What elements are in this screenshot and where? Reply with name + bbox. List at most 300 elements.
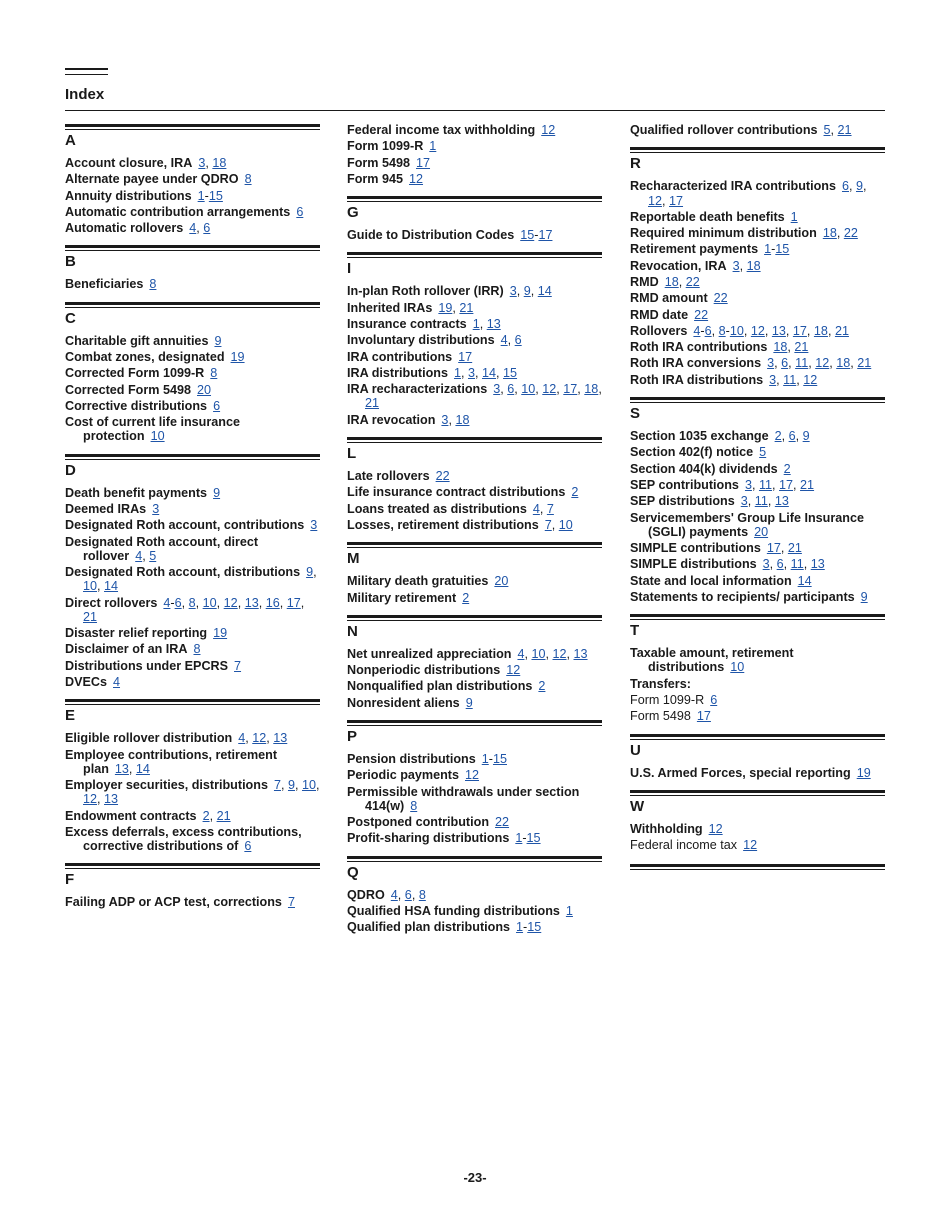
page-link[interactable]: 17 <box>286 595 301 610</box>
page-link[interactable]: 13 <box>273 731 288 746</box>
page-link[interactable]: 7 <box>234 658 242 673</box>
page-link[interactable]: 21 <box>834 323 849 338</box>
page-link[interactable]: 19 <box>438 300 453 315</box>
page-link[interactable]: 3 <box>732 258 740 273</box>
page-link[interactable]: 17 <box>669 193 684 208</box>
page-link[interactable]: 13 <box>244 595 259 610</box>
index-entry <box>630 123 885 137</box>
page-link[interactable]: 5 <box>823 123 831 137</box>
page-link[interactable]: 6 <box>781 356 789 371</box>
entry-page-refs <box>857 766 871 780</box>
page-link[interactable]: 1 <box>429 139 437 154</box>
page-link[interactable]: 17 <box>563 382 578 397</box>
page-link[interactable]: 22 <box>694 307 709 322</box>
index-entry <box>630 590 885 604</box>
page-link[interactable]: 13 <box>771 323 786 338</box>
page-link[interactable]: 20 <box>494 574 509 589</box>
page-link[interactable]: 4 <box>693 323 701 338</box>
page-link[interactable]: 12 <box>541 123 556 137</box>
page-link[interactable]: 15 <box>526 831 541 846</box>
page-link[interactable]: 10 <box>730 660 745 675</box>
index-section-e <box>65 699 320 862</box>
page-link[interactable]: 8 <box>718 323 726 338</box>
page-link[interactable]: 18 <box>746 258 761 273</box>
index-entry <box>630 226 885 240</box>
entry-term: Account closure, IRA <box>65 156 193 170</box>
page-link[interactable]: 17 <box>779 477 794 492</box>
entry-term: Inherited IRAs <box>347 300 433 315</box>
entry-page-refs <box>310 518 317 532</box>
entry-term: Corrected Form 1099-R <box>65 366 205 381</box>
page-link[interactable]: 16 <box>265 595 280 610</box>
entry-page-refs <box>741 494 789 508</box>
page-link[interactable]: 12 <box>506 663 521 678</box>
page-link[interactable]: 2 <box>783 461 791 476</box>
page-link[interactable]: 8 <box>410 798 418 813</box>
page-separator: , <box>496 365 504 380</box>
page-link[interactable]: 13 <box>114 761 129 776</box>
entry-term: Form 1099-R <box>347 139 424 154</box>
page-link[interactable]: 14 <box>482 365 497 380</box>
page-link[interactable]: 21 <box>216 808 231 823</box>
page-link[interactable]: 14 <box>104 579 119 594</box>
page-link[interactable]: 6 <box>841 179 849 194</box>
page-link[interactable]: 2 <box>538 679 546 694</box>
page-separator: , <box>781 429 789 444</box>
section-letter: P <box>347 728 358 746</box>
index-entry <box>630 259 885 273</box>
page-link[interactable]: 12 <box>252 731 267 746</box>
page-link[interactable]: 17 <box>792 323 807 338</box>
entry-page-refs <box>436 469 450 483</box>
page-link[interactable]: 8 <box>244 172 252 187</box>
page-link[interactable]: 6 <box>203 221 211 236</box>
page-link[interactable]: 4 <box>135 548 143 563</box>
page-link[interactable]: 17 <box>538 228 553 243</box>
page-link[interactable]: 18 <box>212 156 227 170</box>
section-divider <box>630 614 885 640</box>
page-link[interactable]: 5 <box>759 445 767 460</box>
section-entries <box>630 646 885 732</box>
entry-page-refs <box>473 317 501 331</box>
page-link[interactable]: 12 <box>465 768 480 783</box>
index-entry <box>347 647 602 661</box>
page-link[interactable]: 7 <box>273 778 281 793</box>
page-link[interactable]: 4 <box>532 501 540 516</box>
page-link[interactable]: 9 <box>860 589 868 604</box>
page-link[interactable]: 9 <box>523 284 531 299</box>
page-link[interactable]: 14 <box>797 573 812 588</box>
page-link[interactable]: 13 <box>774 494 789 509</box>
index-entry <box>630 340 885 354</box>
page-link[interactable]: 4 <box>390 887 398 902</box>
page-link[interactable]: 17 <box>416 155 431 170</box>
page-link[interactable]: 18 <box>813 323 828 338</box>
index-entry <box>347 301 602 315</box>
page-link[interactable]: 4 <box>500 333 508 348</box>
page-separator: , <box>678 274 686 289</box>
page-separator: , <box>577 382 585 397</box>
section-entries <box>630 429 885 613</box>
page-link[interactable]: 1 <box>481 752 489 767</box>
index-section-l <box>347 437 602 541</box>
page-link[interactable]: 21 <box>459 300 474 315</box>
page-link[interactable]: 22 <box>435 469 450 484</box>
page-link[interactable]: 12 <box>743 838 758 853</box>
page-link[interactable]: 1 <box>764 242 772 257</box>
section-letter: Q <box>347 863 359 881</box>
page-link[interactable]: 2 <box>462 590 470 605</box>
index-entry <box>347 485 602 499</box>
entry-page-refs <box>566 904 573 918</box>
entry-page-refs <box>824 123 852 137</box>
entry-page-refs <box>193 642 200 656</box>
entry-page-refs <box>135 549 156 563</box>
page-link[interactable]: 10 <box>83 579 98 594</box>
page-separator: , <box>711 323 719 338</box>
page-link[interactable]: 11 <box>754 494 768 509</box>
page-link[interactable]: 3 <box>468 365 476 380</box>
page-link[interactable]: 6 <box>710 693 718 708</box>
entry-page-refs <box>694 308 708 322</box>
page-link[interactable]: 10 <box>521 382 536 397</box>
entry-term: Losses, retirement distributions <box>347 517 539 532</box>
page-link[interactable]: 10 <box>202 595 217 610</box>
section-entries <box>65 334 320 453</box>
index-entry <box>347 333 602 347</box>
page-separator: , <box>556 382 564 397</box>
page-link[interactable]: 1 <box>472 317 480 332</box>
page-link[interactable]: 13 <box>810 557 825 572</box>
page-link[interactable]: 6 <box>296 204 304 219</box>
page-link[interactable]: 19 <box>230 350 245 365</box>
page-link[interactable]: 12 <box>815 356 830 371</box>
page-link[interactable]: 21 <box>857 356 872 371</box>
index-section-n <box>347 615 602 719</box>
entry-term: Loans treated as distributions <box>347 501 527 516</box>
index-entry <box>65 626 320 640</box>
page-link[interactable]: 4 <box>517 646 525 661</box>
index-entry <box>65 596 320 624</box>
page-link[interactable]: 3 <box>493 382 501 397</box>
page-link[interactable]: 10 <box>558 517 573 532</box>
page-link[interactable]: 11 <box>758 477 773 492</box>
section-divider <box>347 196 602 222</box>
page-link[interactable]: 3 <box>744 477 752 492</box>
section-entries <box>65 731 320 862</box>
page-link[interactable]: 10 <box>150 429 165 444</box>
index-entry <box>347 904 602 918</box>
page-link[interactable]: 14 <box>135 761 150 776</box>
entry-page-refs <box>410 799 417 813</box>
entry-page-refs <box>791 210 798 224</box>
index-entry <box>630 838 885 852</box>
entry-term: DVECs <box>65 675 107 690</box>
index-entry <box>347 785 602 813</box>
page-separator: , <box>507 333 515 348</box>
page-link[interactable]: 17 <box>696 709 711 724</box>
entry-term: Qualified rollover contributions <box>630 123 818 137</box>
page-title: Index <box>65 86 105 103</box>
page-link[interactable]: 22 <box>495 815 510 830</box>
entry-page-refs <box>462 591 469 605</box>
page-link[interactable]: 7 <box>546 501 554 516</box>
page-link[interactable]: 8 <box>149 277 157 292</box>
section-entries <box>347 284 602 436</box>
index-entry <box>630 356 885 370</box>
entry-term: Qualified HSA funding distributions <box>347 904 560 919</box>
section-letter: N <box>347 622 358 640</box>
entry-term: Reportable death benefits <box>630 209 785 224</box>
page-link[interactable]: 6 <box>174 595 182 610</box>
page-link[interactable]: 12 <box>83 792 98 807</box>
page-link[interactable]: 18 <box>773 340 788 355</box>
page-link[interactable]: 10 <box>531 646 546 661</box>
page-link[interactable]: 17 <box>458 349 473 364</box>
page-link[interactable]: 6 <box>507 382 515 397</box>
page-link[interactable]: 12 <box>750 323 765 338</box>
page-link[interactable]: 3 <box>740 494 748 509</box>
column-end-rule <box>630 864 885 867</box>
entry-page-refs <box>197 383 211 397</box>
entry-page-refs <box>198 156 226 170</box>
index-entry <box>65 565 320 593</box>
index-entry <box>630 445 885 459</box>
page-link[interactable]: 20 <box>754 524 769 539</box>
page-separator: , <box>551 517 559 532</box>
index-entry <box>347 574 602 588</box>
page-link[interactable]: 1 <box>197 188 205 203</box>
index-entry <box>630 179 885 207</box>
page-separator: , <box>313 565 317 580</box>
page-link[interactable]: 18 <box>584 382 599 397</box>
page-link[interactable]: 8 <box>188 595 196 610</box>
page-link[interactable]: 2 <box>571 485 579 500</box>
index-entry <box>65 383 320 397</box>
page-link[interactable]: 6 <box>244 839 252 854</box>
index-section-d <box>65 454 320 699</box>
entry-page-refs <box>763 557 825 571</box>
section-divider <box>630 397 885 423</box>
page-link[interactable]: 22 <box>843 226 858 241</box>
page-link[interactable]: 6 <box>404 887 412 902</box>
page-link[interactable]: 3 <box>441 412 449 427</box>
page-link[interactable]: 12 <box>803 372 818 387</box>
page-separator: , <box>850 356 858 371</box>
page-link[interactable]: 6 <box>788 429 796 444</box>
page-link[interactable]: 7 <box>287 895 295 910</box>
page-link[interactable]: 9 <box>802 429 810 444</box>
page-link[interactable]: 6 <box>514 333 522 348</box>
page-separator: , <box>294 778 302 793</box>
page-link[interactable]: 11 <box>795 356 809 371</box>
page-link[interactable]: 15 <box>520 228 535 243</box>
index-entry <box>65 809 320 823</box>
index-entry <box>630 429 885 443</box>
entry-term: Disaster relief reporting <box>65 626 208 641</box>
page-link[interactable]: 13 <box>573 646 588 661</box>
page-separator: , <box>448 412 456 427</box>
page-link[interactable]: 15 <box>208 188 223 203</box>
entry-term: IRA revocation <box>347 412 436 427</box>
entry-page-refs <box>506 663 520 677</box>
index-entry <box>65 334 320 348</box>
page-link[interactable]: 21 <box>787 541 802 556</box>
page-link[interactable]: 9 <box>214 333 222 348</box>
page-link[interactable]: 6 <box>776 557 784 572</box>
page-link[interactable]: 3 <box>762 557 770 572</box>
entry-term: Designated Roth account, direct rollover <box>65 534 259 563</box>
entry-term: Alternate payee under QDRO <box>65 172 239 187</box>
page-link[interactable]: 13 <box>104 792 119 807</box>
index-entry <box>630 462 885 476</box>
index-entry <box>65 399 320 413</box>
page-separator: , <box>205 156 213 170</box>
page-link[interactable]: 21 <box>365 396 380 411</box>
page-link[interactable]: 15 <box>527 920 542 935</box>
section-divider <box>630 734 885 760</box>
header-decoration-rule-thin <box>65 74 108 75</box>
page-link[interactable]: 1 <box>515 831 523 846</box>
index-entry <box>347 156 602 170</box>
page-link[interactable]: 4 <box>163 595 171 610</box>
page-link[interactable]: 1 <box>453 365 461 380</box>
index-entry <box>347 663 602 677</box>
entry-page-refs <box>515 831 540 845</box>
page-link[interactable]: 5 <box>149 548 157 563</box>
page-link[interactable]: 19 <box>856 765 871 780</box>
entry-term: SEP contributions <box>630 477 739 492</box>
page-link[interactable]: 3 <box>767 356 775 371</box>
entry-page-refs <box>494 574 508 588</box>
page-link[interactable]: 3 <box>769 372 777 387</box>
page-link[interactable]: 7 <box>544 517 552 532</box>
page-link[interactable]: 4 <box>238 731 246 746</box>
index-entry <box>347 888 602 902</box>
page-link[interactable]: 15 <box>775 242 790 257</box>
page-link[interactable]: 1 <box>790 209 798 224</box>
index-entry <box>347 768 602 782</box>
page-link[interactable]: 10 <box>301 778 316 793</box>
entry-term: Profit-sharing distributions <box>347 831 510 846</box>
page-link[interactable]: 4 <box>189 221 197 236</box>
entry-page-refs <box>113 675 120 689</box>
page-range-dash: - <box>725 323 730 338</box>
index-entry <box>630 275 885 289</box>
page-link[interactable]: 15 <box>503 365 518 380</box>
section-entries <box>65 156 320 244</box>
page-link[interactable]: 9 <box>856 179 864 194</box>
entry-term: Eligible rollover distribution <box>65 731 233 746</box>
page-link[interactable]: 21 <box>794 340 809 355</box>
index-entry <box>630 242 885 256</box>
entry-page-refs <box>296 205 303 219</box>
page-link[interactable]: 1 <box>565 904 573 919</box>
page-link[interactable]: 8 <box>193 642 201 657</box>
page-link[interactable]: 3 <box>509 284 517 299</box>
page-link[interactable]: 6 <box>704 323 712 338</box>
page-separator: , <box>803 557 811 572</box>
page-link[interactable]: 20 <box>197 382 212 397</box>
entry-page-refs <box>288 895 295 909</box>
page-link[interactable]: 12 <box>409 171 424 186</box>
section-divider <box>347 856 602 882</box>
index-entry <box>65 518 320 532</box>
entry-term: Form 1099-R <box>630 693 705 708</box>
page-link[interactable]: 10 <box>729 323 744 338</box>
page-link[interactable]: 11 <box>790 557 804 572</box>
index-entry <box>65 748 320 776</box>
entry-term: Designated Roth account, contributions <box>65 518 305 533</box>
entry-page-refs <box>152 502 159 516</box>
page-link[interactable]: 19 <box>213 626 228 641</box>
page-link[interactable]: 12 <box>648 193 663 208</box>
page-link[interactable]: 18 <box>822 226 837 241</box>
entry-term: Military retirement <box>347 590 457 605</box>
entry-term: Direct rollovers <box>65 595 158 610</box>
page-link[interactable]: 12 <box>708 821 723 836</box>
page-range-dash: - <box>488 752 493 767</box>
page-link[interactable]: 8 <box>418 887 426 902</box>
index-entry <box>65 205 320 219</box>
page-link[interactable]: 12 <box>552 646 567 661</box>
page-link[interactable]: 12 <box>542 382 557 397</box>
page-link[interactable]: 2 <box>774 429 782 444</box>
page-separator: , <box>863 179 867 194</box>
page-link[interactable]: 14 <box>537 284 552 299</box>
page-link[interactable]: 9 <box>287 778 295 793</box>
page-link[interactable]: 18 <box>836 356 851 371</box>
entry-page-refs <box>244 839 251 853</box>
page-link[interactable]: 13 <box>486 317 501 332</box>
page-link[interactable]: 4 <box>113 675 121 690</box>
entry-term: Revocation, IRA <box>630 258 727 273</box>
entry-page-refs <box>730 660 744 674</box>
index-entry <box>347 679 602 693</box>
page-link[interactable]: 9 <box>306 565 314 580</box>
entry-term: RMD date <box>630 307 689 322</box>
page-link[interactable]: 6 <box>213 398 221 413</box>
page-link[interactable]: 22 <box>685 274 700 289</box>
page-link[interactable]: 11 <box>783 372 797 387</box>
index-entry <box>630 822 885 836</box>
page-link[interactable]: 9 <box>213 485 221 500</box>
page-link[interactable]: 17 <box>766 541 781 556</box>
entry-page-refs <box>454 366 517 380</box>
page-link[interactable]: 21 <box>83 609 98 624</box>
page-link[interactable]: 2 <box>202 808 210 823</box>
page-link[interactable]: 9 <box>465 695 473 710</box>
page-link[interactable]: 21 <box>800 477 815 492</box>
entry-page-refs <box>709 822 723 836</box>
page-link[interactable]: 22 <box>713 291 728 306</box>
page-link[interactable]: 12 <box>223 595 238 610</box>
page-link[interactable]: 18 <box>455 412 470 427</box>
page-link[interactable]: 3 <box>310 518 318 533</box>
page-link[interactable]: 3 <box>198 156 206 170</box>
entry-term: Withholding <box>630 821 703 836</box>
index-entry <box>630 324 885 338</box>
index-entry <box>65 778 320 806</box>
entry-term: Servicemembers' Group Life Insurance (SGLI) payments <box>630 510 864 539</box>
page-link[interactable]: 8 <box>210 366 218 381</box>
page-link[interactable]: 18 <box>664 274 679 289</box>
page-link[interactable]: 3 <box>152 502 160 517</box>
page-link[interactable]: 1 <box>516 920 524 935</box>
page-link[interactable]: 15 <box>492 752 507 767</box>
entry-page-refs <box>391 888 426 902</box>
page-link[interactable]: 21 <box>837 123 852 137</box>
